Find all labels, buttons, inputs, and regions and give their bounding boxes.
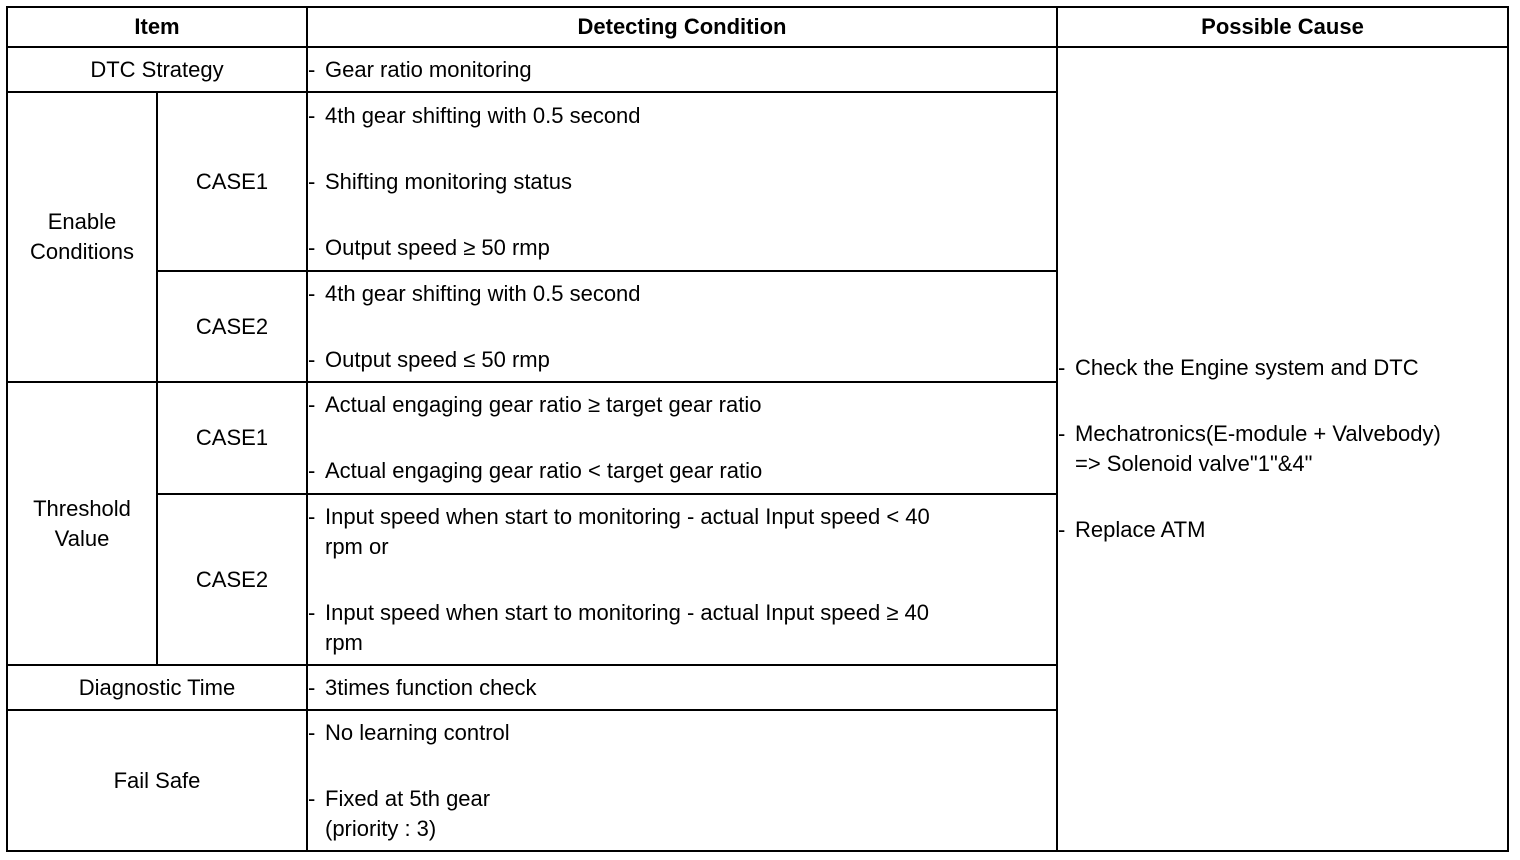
cause-line xyxy=(1058,419,1507,479)
header-detecting-condition: Detecting Condition xyxy=(307,7,1057,47)
condition-line xyxy=(308,233,1056,263)
label-case1: CASE1 xyxy=(157,92,307,271)
bullet-dash: - xyxy=(1058,421,1066,446)
conditions-diagnostic-time xyxy=(307,665,1057,710)
conditions-dtc-strategy xyxy=(307,47,1057,92)
condition-line xyxy=(308,345,1056,375)
cause-line xyxy=(1058,353,1507,383)
bullet-dash: - xyxy=(308,503,316,529)
bullet-dash: - xyxy=(308,392,316,417)
label-threshold-value: Threshold Value xyxy=(7,382,157,665)
condition-text: 4th gear shifting with 0.5 second xyxy=(325,102,641,128)
condition-line xyxy=(308,784,1056,844)
condition-text: Input speed when start to monitoring - actual Input speed ≥ 40 rpm xyxy=(325,599,930,655)
condition-text: Actual engaging gear ratio ≥ target gear ratio xyxy=(325,392,762,417)
row-dtc-strategy xyxy=(7,47,1508,92)
condition-line xyxy=(308,718,1056,748)
bullet-dash: - xyxy=(308,234,316,260)
conditions-enable-case2 xyxy=(307,271,1057,382)
cause-line xyxy=(1058,515,1507,545)
bullet-dash: - xyxy=(308,719,316,745)
condition-line xyxy=(308,55,1056,85)
condition-line xyxy=(308,279,1056,309)
condition-text: Gear ratio monitoring xyxy=(325,56,532,82)
bullet-dash: - xyxy=(1058,517,1066,542)
header-possible-cause: Possible Cause xyxy=(1057,7,1508,47)
bullet-dash: - xyxy=(308,102,316,128)
bullet-dash: - xyxy=(308,458,316,483)
bullet-dash: - xyxy=(308,346,316,372)
condition-line xyxy=(308,390,1056,420)
condition-text: Actual engaging gear ratio < target gear ratio xyxy=(325,458,763,483)
header-row xyxy=(7,7,1508,47)
cause-text: Check the Engine system and DTC xyxy=(1075,355,1419,380)
conditions-threshold-case2 xyxy=(307,494,1057,665)
condition-text: 3times function check xyxy=(325,674,537,700)
condition-text: Output speed ≤ 50 rmp xyxy=(325,346,550,372)
label-case2: CASE2 xyxy=(157,271,307,382)
label-fail-safe: Fail Safe xyxy=(7,710,307,851)
bullet-dash: - xyxy=(1058,355,1066,380)
conditions-threshold-case1 xyxy=(307,382,1057,494)
condition-line xyxy=(308,456,1056,486)
cause-text: Replace ATM xyxy=(1075,517,1206,542)
bullet-dash: - xyxy=(308,785,316,811)
bullet-dash: - xyxy=(308,599,316,625)
header-item: Item xyxy=(7,7,307,47)
label-case1: CASE1 xyxy=(157,382,307,494)
condition-line xyxy=(308,598,1056,658)
label-case2: CASE2 xyxy=(157,494,307,665)
condition-text: Input speed when start to monitoring - actual Input speed < 40 rpm or xyxy=(325,503,930,559)
conditions-fail-safe xyxy=(307,710,1057,851)
label-dtc-strategy: DTC Strategy xyxy=(7,47,307,92)
label-diagnostic-time: Diagnostic Time xyxy=(7,665,307,710)
label-enable-conditions: Enable Conditions xyxy=(7,92,157,382)
bullet-dash: - xyxy=(308,56,316,82)
condition-line xyxy=(308,101,1056,131)
condition-line xyxy=(308,502,1056,562)
bullet-dash: - xyxy=(308,280,316,306)
condition-text: Fixed at 5th gear (priority : 3) xyxy=(325,785,491,841)
condition-text: Shifting monitoring status xyxy=(325,168,573,194)
possible-cause-cell xyxy=(1057,47,1508,851)
dtc-table xyxy=(6,6,1509,852)
bullet-dash: - xyxy=(308,168,316,194)
conditions-enable-case1 xyxy=(307,92,1057,271)
condition-line xyxy=(308,167,1056,197)
cause-text: Mechatronics(E-module + Valvebody) => Solenoid valve"1"&4" xyxy=(1075,421,1441,476)
condition-text: No learning control xyxy=(325,719,510,745)
condition-text: 4th gear shifting with 0.5 second xyxy=(325,280,641,306)
condition-line xyxy=(308,673,1056,703)
bullet-dash: - xyxy=(308,674,316,700)
condition-text: Output speed ≥ 50 rmp xyxy=(325,234,550,260)
